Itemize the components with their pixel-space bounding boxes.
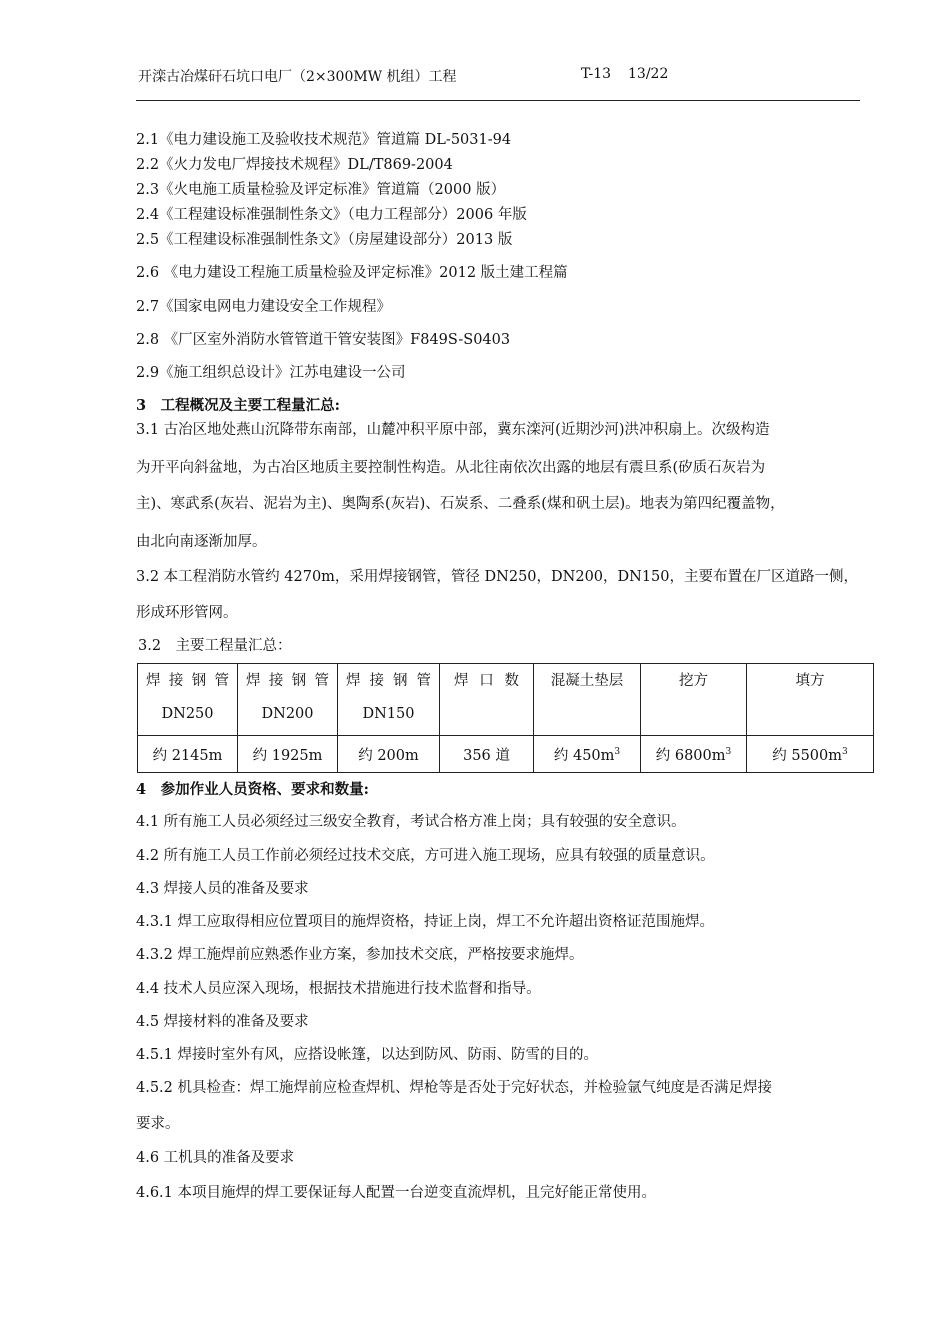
- header-cell: 焊接钢管 DN250: [138, 664, 238, 736]
- value-cell: 约 $5500m^3$: [747, 736, 874, 773]
- paragraph-line: 4.4 技术人员应深入现场，根据技术措施进行技术监督和指导。: [136, 981, 541, 997]
- value-cell: 约 $6800m^3$: [641, 736, 747, 773]
- ref-line: 2.4《工程建设标准强制性条文》（电力工程部分）2006 年版: [136, 207, 527, 223]
- value-cell: 约 $450m^3$: [534, 736, 641, 773]
- ref-line: 2.2《火力发电厂焊接技术规程》DL/T869-2004: [136, 157, 453, 173]
- header-cell: 混凝土垫层: [534, 664, 641, 736]
- subsection-heading: 4.3 焊接人员的准备及要求: [136, 881, 309, 897]
- paragraph-line: 4.3.2 焊工施焊前应熟悉作业方案，参加技术交底，严格按要求施焊。: [136, 947, 584, 963]
- paragraph-line: 4.3.1 焊工应取得相应位置项目的施焊资格，持证上岗，焊工不允许超出资格证范围施焊。: [136, 914, 714, 930]
- ref-line: 2.1《电力建设施工及验收技术规范》管道篇 DL-5031-94: [136, 132, 512, 148]
- header-cell: 挖方: [641, 664, 747, 736]
- table-header-row: [138, 664, 874, 736]
- subsection-heading: 4.5 焊接材料的准备及要求: [136, 1014, 309, 1030]
- value-cell: 356 道: [440, 736, 534, 773]
- ref-line: 2.8 《厂区室外消防水管管道干管安装图》F849S-S0403: [136, 332, 511, 348]
- subsection-heading: 4.6 工机具的准备及要求: [136, 1150, 295, 1166]
- paragraph-line: 4.5.1 焊接时室外有风，应搭设帐篷，以达到防风、防雨、防雪的目的。: [136, 1047, 599, 1063]
- quantity-table: [137, 663, 874, 773]
- table-value-row: [138, 736, 874, 773]
- paragraph-line: 为开平向斜盆地，为古冶区地质主要控制性构造。从北往南依次出露的地层有震旦系(矽质石灰岩为: [136, 460, 766, 476]
- paragraph-line: 3.2 本工程消防水管约 4270m，采用焊接钢管，管径 DN250，DN200，DN150，主要布置在厂区道路一侧，: [136, 569, 859, 585]
- section-heading: 4 参加作业人员资格、要求和数量:: [136, 781, 369, 798]
- section-heading: 3 工程概况及主要工程量汇总:: [136, 397, 340, 414]
- ref-line: 2.7《国家电网电力建设安全工作规程》: [136, 299, 392, 315]
- paragraph-line: 4.2 所有施工人员工作前必须经过技术交底，方可进入施工现场，应具有较强的质量意识。: [136, 848, 715, 864]
- paragraph-line: 主)、寒武系(灰岩、泥岩为主)、奥陶系(灰岩)、石炭系、二叠系(煤和矾土层)。地表为第四纪覆盖物，: [136, 496, 785, 512]
- header-title: 开滦古冶煤矸石坑口电厂（2×300MW 机组）工程: [138, 69, 457, 85]
- table-caption: 3.2 主要工程量汇总：: [138, 638, 292, 654]
- header-page-number: 13/22: [628, 66, 669, 82]
- header-cell: 焊接钢管 DN150: [338, 664, 440, 736]
- paragraph-line: 要求。: [136, 1116, 180, 1132]
- paragraph-line: 4.6.1 本项目施焊的焊工要保证每人配置一台逆变直流焊机，且完好能正常使用。: [136, 1185, 657, 1201]
- ref-line: 2.9《施工组织总设计》江苏电建设一公司: [136, 365, 406, 381]
- ref-line: 2.5《工程建设标准强制性条文》（房屋建设部分）2013 版: [136, 232, 513, 248]
- header-doc-code: T-13: [581, 66, 612, 82]
- page-header: [138, 66, 860, 86]
- ref-line: 2.3《火电施工质量检验及评定标准》管道篇（2000 版）: [136, 182, 506, 198]
- value-cell: 约 200m: [338, 736, 440, 773]
- paragraph-line: 4.1 所有施工人员必须经过三级安全教育，考试合格方准上岗；具有较强的安全意识。: [136, 814, 686, 830]
- ref-line: 2.6 《电力建设工程施工质量检验及评定标准》2012 版土建工程篇: [136, 265, 568, 281]
- paragraph-line: 4.5.2 机具检查：焊工施焊前应检查焊机、焊枪等是否处于完好状态，并检验氩气纯度是否满足焊接: [136, 1080, 772, 1096]
- header-cell: 焊接钢管 DN200: [238, 664, 338, 736]
- paragraph-line: 形成环形管网。: [136, 605, 238, 621]
- value-cell: 约 2145m: [138, 736, 238, 773]
- header-divider: [136, 100, 860, 101]
- value-cell: 约 1925m: [238, 736, 338, 773]
- header-cell: 填方: [747, 664, 874, 736]
- header-cell: 焊口数: [440, 664, 534, 736]
- paragraph-line: 由北向南逐渐加厚。: [136, 534, 267, 550]
- paragraph-line: 3.1 古冶区地处燕山沉降带东南部，山麓冲积平原中部，冀东滦河(近期沙河)洪冲积扇上。次级构造: [136, 422, 770, 438]
